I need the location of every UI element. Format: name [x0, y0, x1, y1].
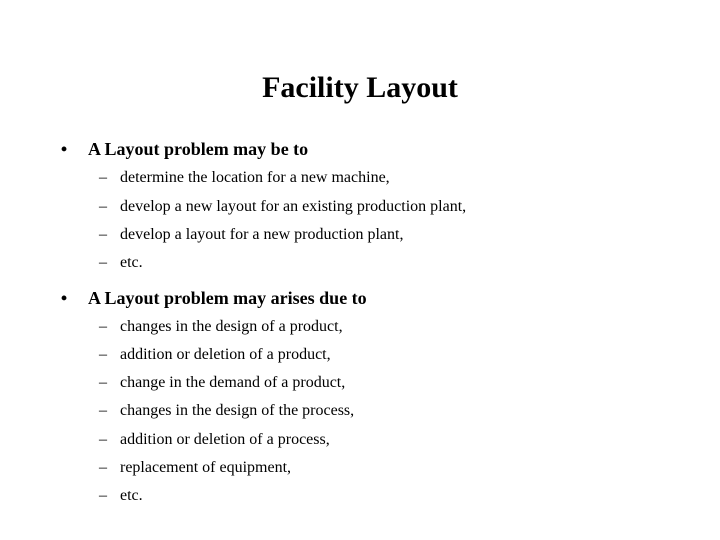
- bullet-icon: •: [60, 288, 68, 308]
- sub-list-text: changes in the design of the process,: [120, 402, 355, 419]
- sub-list-item: [0, 344, 720, 366]
- dash-icon: –: [99, 402, 107, 419]
- sub-list-item: [0, 400, 720, 422]
- sub-list-item: [0, 252, 720, 274]
- sub-list-text: replacement of equipment,: [120, 459, 292, 476]
- dash-icon: –: [99, 169, 107, 186]
- dash-icon: –: [99, 431, 107, 448]
- dash-icon: –: [99, 226, 107, 243]
- sub-list-text: determine the location for a new machine,: [120, 169, 390, 186]
- sub-list-text: change in the demand of a product,: [120, 374, 346, 391]
- dash-icon: –: [99, 254, 107, 271]
- slide-title: Facility Layout: [262, 71, 458, 104]
- sub-list-text: develop a new layout for an existing production plant,: [120, 198, 467, 215]
- sub-list-text: develop a layout for a new production plant,: [120, 226, 404, 243]
- sub-list-item: [0, 457, 720, 479]
- bullet-icon: •: [60, 139, 68, 159]
- sub-list-text: etc.: [120, 487, 143, 504]
- sub-list-text: changes in the design of a product,: [120, 318, 343, 335]
- dash-icon: –: [99, 198, 107, 215]
- sub-list-item: [0, 372, 720, 394]
- dash-icon: –: [99, 487, 107, 504]
- bullet-text: A Layout problem may be to: [88, 139, 309, 159]
- bullet-item: [0, 286, 720, 310]
- dash-icon: –: [99, 459, 107, 476]
- dash-icon: –: [99, 374, 107, 391]
- sub-list-text: etc.: [120, 254, 143, 271]
- sub-list-item: [0, 485, 720, 507]
- sub-list-item: [0, 429, 720, 451]
- sub-list-item: [0, 196, 720, 218]
- bullet-item: [0, 137, 720, 161]
- dash-icon: –: [99, 346, 107, 363]
- sub-list-item: [0, 167, 720, 189]
- dash-icon: –: [99, 318, 107, 335]
- sub-list-item: [0, 224, 720, 246]
- bullet-text: A Layout problem may arises due to: [88, 288, 367, 308]
- sub-list-text: addition or deletion of a process,: [120, 431, 330, 448]
- sub-list-item: [0, 316, 720, 338]
- sub-list-text: addition or deletion of a product,: [120, 346, 331, 363]
